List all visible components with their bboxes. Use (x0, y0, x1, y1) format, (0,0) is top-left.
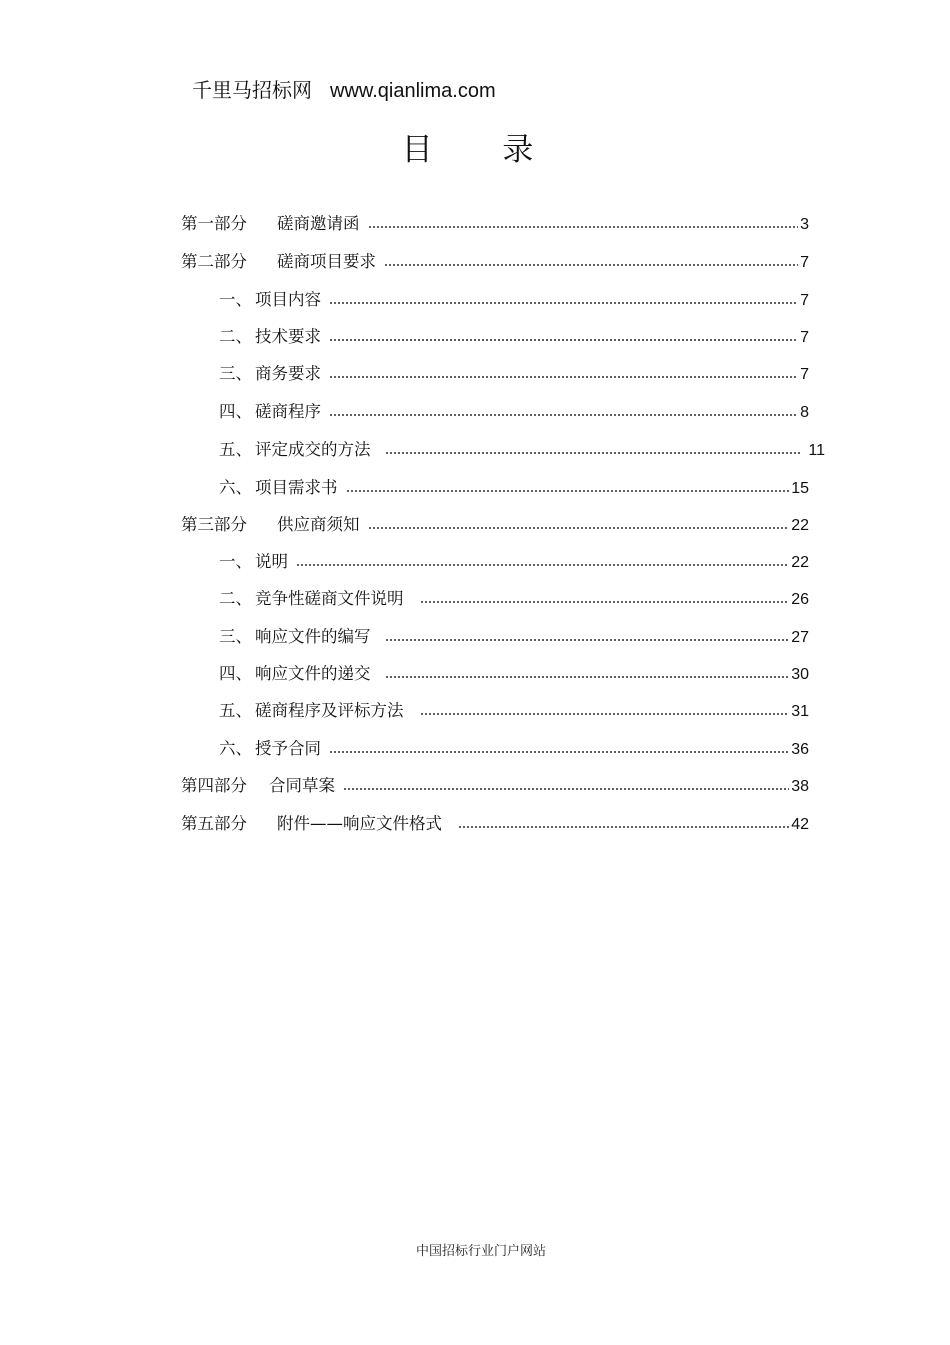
toc-entry-number: 一、 (219, 290, 252, 309)
toc-entry-page: 31 (791, 703, 809, 720)
toc-entry-page: 8 (800, 404, 809, 421)
toc-entry-label: 附件——响应文件格式 (277, 814, 442, 833)
site-url: www.qianlima.com (330, 80, 496, 102)
toc-entry-label: 磋商程序及评标方法 (255, 701, 404, 720)
toc-entry[interactable] (181, 772, 809, 796)
toc-entry-label: 供应商须知 (277, 515, 360, 534)
toc-entry-label: 磋商邀请函 (277, 214, 360, 233)
toc-entry-page: 7 (800, 254, 809, 271)
dot-leader (385, 632, 790, 642)
toc-entry-number: 第二部分 (181, 252, 247, 271)
toc-entry-label: 竞争性磋商文件说明 (255, 589, 404, 608)
toc-entry[interactable] (219, 360, 809, 384)
toc-entry-number: 二、 (219, 589, 252, 608)
dot-leader (368, 520, 790, 530)
toc-entry-number: 第四部分 (181, 776, 247, 795)
dot-leader (385, 669, 790, 679)
toc-entry[interactable] (181, 248, 809, 272)
toc-entry-page: 11 (808, 442, 825, 459)
dot-leader (343, 781, 789, 791)
toc-entry-page: 36 (791, 741, 809, 758)
toc-entry-page: 30 (791, 666, 809, 683)
toc-entry[interactable] (219, 735, 809, 759)
toc-entry[interactable] (219, 697, 809, 721)
dot-leader (329, 295, 798, 305)
toc-entry-page: 26 (791, 591, 809, 608)
toc-entry-label: 商务要求 (255, 364, 321, 383)
toc-entry-number: 四、 (219, 402, 252, 421)
toc-entry-number: 五、 (219, 701, 252, 720)
dot-leader (296, 557, 789, 567)
toc-entry[interactable] (219, 548, 809, 572)
toc-entry-label: 磋商程序 (255, 402, 321, 421)
toc-entry-number: 六、 (219, 739, 252, 758)
dot-leader (385, 445, 803, 455)
dot-leader (420, 706, 790, 716)
dot-leader (329, 407, 798, 417)
toc-entry-label: 项目需求书 (255, 478, 338, 497)
toc-entry-number: 四、 (219, 664, 252, 683)
toc-entry-page: 3 (800, 216, 809, 233)
toc-entry-page: 15 (791, 480, 809, 497)
toc-entry-number: 二、 (219, 327, 252, 346)
toc-entry[interactable] (219, 398, 809, 422)
toc-entry-page: 27 (791, 629, 809, 646)
toc-entry-page: 7 (800, 366, 809, 383)
toc-entry-label: 说明 (255, 552, 288, 571)
toc-entry-label: 项目内容 (255, 290, 321, 309)
toc-entry-number: 五、 (219, 440, 252, 459)
toc-entry-page: 7 (800, 329, 809, 346)
toc-entry-label: 技术要求 (255, 327, 321, 346)
toc-entry-label: 响应文件的递交 (255, 664, 371, 683)
site-name: 千里马招标网 (192, 78, 312, 102)
dot-leader (458, 819, 789, 829)
toc-entry[interactable] (219, 286, 809, 310)
toc-entry[interactable] (181, 511, 809, 535)
toc-entry-number: 三、 (219, 627, 252, 646)
dot-leader (384, 257, 798, 267)
toc-entry-number: 六、 (219, 478, 252, 497)
toc-entry-page: 7 (800, 292, 809, 309)
toc-entry[interactable] (219, 660, 809, 684)
toc-entry-label: 合同草案 (269, 776, 335, 795)
dot-leader (329, 369, 798, 379)
toc-entry-page: 38 (791, 778, 809, 795)
dot-leader (329, 332, 798, 342)
dot-leader (420, 594, 790, 604)
toc-entry-page: 22 (791, 517, 809, 534)
toc-entry-label: 磋商项目要求 (277, 252, 376, 271)
toc-entry-number: 第五部分 (181, 814, 247, 833)
toc-entry-page: 42 (791, 816, 809, 833)
dot-leader (346, 483, 790, 493)
toc-entry[interactable] (219, 623, 809, 647)
toc-entry[interactable] (219, 585, 809, 609)
toc-entry[interactable] (181, 210, 809, 234)
toc-entry-number: 第三部分 (181, 515, 247, 534)
toc-entry[interactable] (219, 474, 809, 498)
dot-leader (368, 219, 799, 229)
page-footer: 中国招标行业门户网站 (415, 1244, 546, 1259)
dot-leader (329, 744, 789, 754)
toc-entry-label: 授予合同 (255, 739, 321, 758)
toc-entry-number: 三、 (219, 364, 252, 383)
toc-entry-number: 第一部分 (181, 214, 247, 233)
page-title: 目 录 (401, 132, 564, 168)
toc-entry-label: 评定成交的方法 (255, 440, 371, 459)
toc-entry-number: 一、 (219, 552, 252, 571)
toc-entry-page: 22 (791, 554, 809, 571)
toc-entry[interactable] (219, 323, 809, 347)
toc-entry[interactable] (219, 436, 825, 460)
toc-entry-label: 响应文件的编写 (255, 627, 371, 646)
toc-entry[interactable] (181, 810, 809, 834)
